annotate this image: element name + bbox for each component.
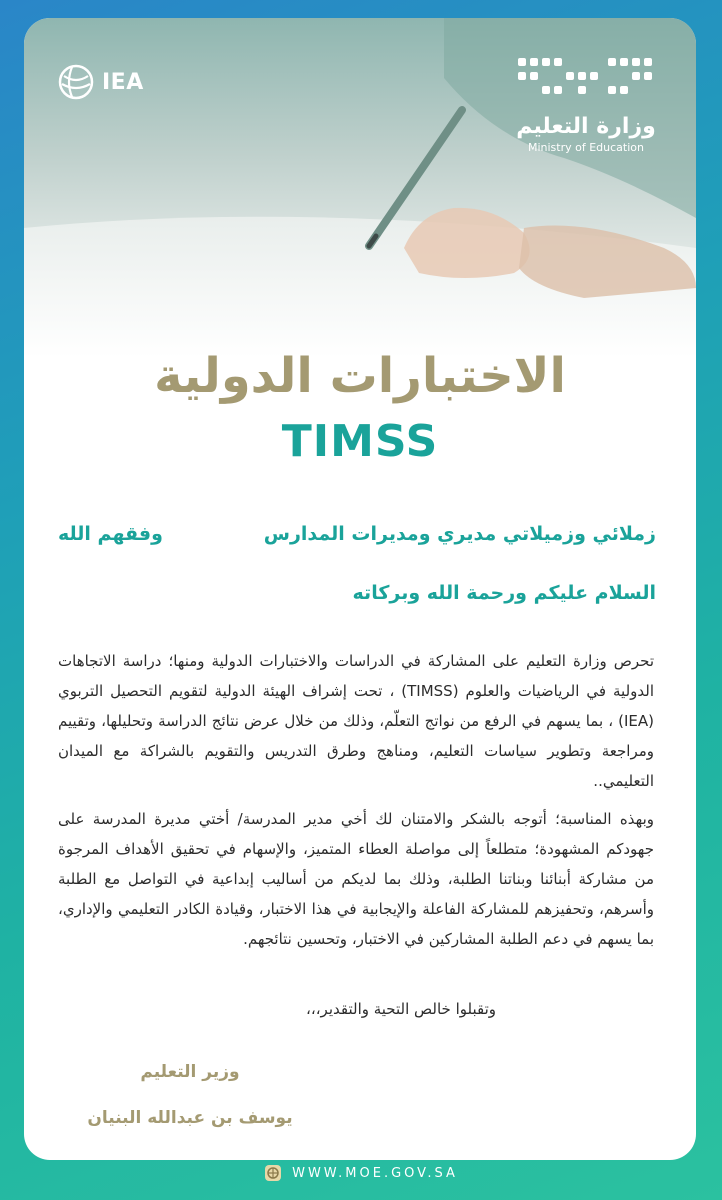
- greeting-row: [58, 523, 656, 545]
- ministry-name-english: Ministry of Education: [527, 141, 644, 154]
- web-globe-icon: [264, 1164, 282, 1182]
- page-title-arabic: الاختبارات الدولية: [154, 348, 566, 404]
- greeting-addressee: زملائي وزميلاتي مديري ومديرات المدارس: [263, 523, 656, 545]
- website-link[interactable]: WWW.MOE.GOV.SA: [292, 1165, 458, 1181]
- globe-icon: [58, 64, 94, 100]
- greeting-blessing: وفقهم الله: [58, 523, 163, 545]
- letter-card: [24, 18, 696, 1160]
- body-paragraph-2: وبهذه المناسبة؛ أتوجه بالشكر والامتنان لك أخي مدير المدرسة/ أختي مديرة المدرسة على جهودكم المشهودة؛ متطلعاً إلى مواصلة العطاء المتميز، والإسهام في تحقيق الأهداف المرجوة من مشاركة أبنائنا وبناتنا الطلبة، وذلك بما لديكم من أساليب إبداعية في التواصل مع الطلبة وأسرهم، وتحفيزهم للمشاركة الفاعلة والإيجابية في هذا الاختبار، وقيادة الكادر التعليمي والإداري، بما يسهم في دعم الطلبة المشاركين في الاختبار، وتحسين نتائجهم.: [58, 810, 654, 948]
- ministry-dots-emblem-icon: [516, 54, 656, 104]
- ministry-logo: [516, 54, 656, 154]
- body-paragraph-1: تحرص وزارة التعليم على المشاركة في الدراسات والاختبارات الدولية ومنها؛ دراسة الاتجاهات الدولية في الرياضيات والعلوم (TIMSS) ، تحت إشراف الهيئة الدولية لتقويم التحصيل التربوي (IEA) ، بما يسهم في الرفع من نواتج التعلّم، وذلك من خلال عرض نتائج الدراسة وتحليلها، وتقييم ومراجعة وتطوير سياسات التعليم، ومناهج وطرق التدريس والتقويم بالشراكة مع الميدان التعليمي..: [58, 652, 654, 790]
- footer: [0, 1164, 722, 1182]
- closing-line: وتقبلوا خالص التحية والتقدير،،،: [306, 1000, 496, 1018]
- hero-banner: [24, 18, 696, 358]
- signature-role: وزير التعليم: [140, 1062, 240, 1082]
- ministry-name-arabic: وزارة التعليم: [516, 114, 656, 139]
- iea-logo: [58, 64, 144, 100]
- iea-logo-text: IEA: [102, 69, 144, 95]
- page-title-english: TIMSS: [281, 416, 439, 467]
- greeting-salam: السلام عليكم ورحمة الله وبركاته: [352, 582, 656, 604]
- signature-name: يوسف بن عبدالله البنيان: [87, 1108, 293, 1128]
